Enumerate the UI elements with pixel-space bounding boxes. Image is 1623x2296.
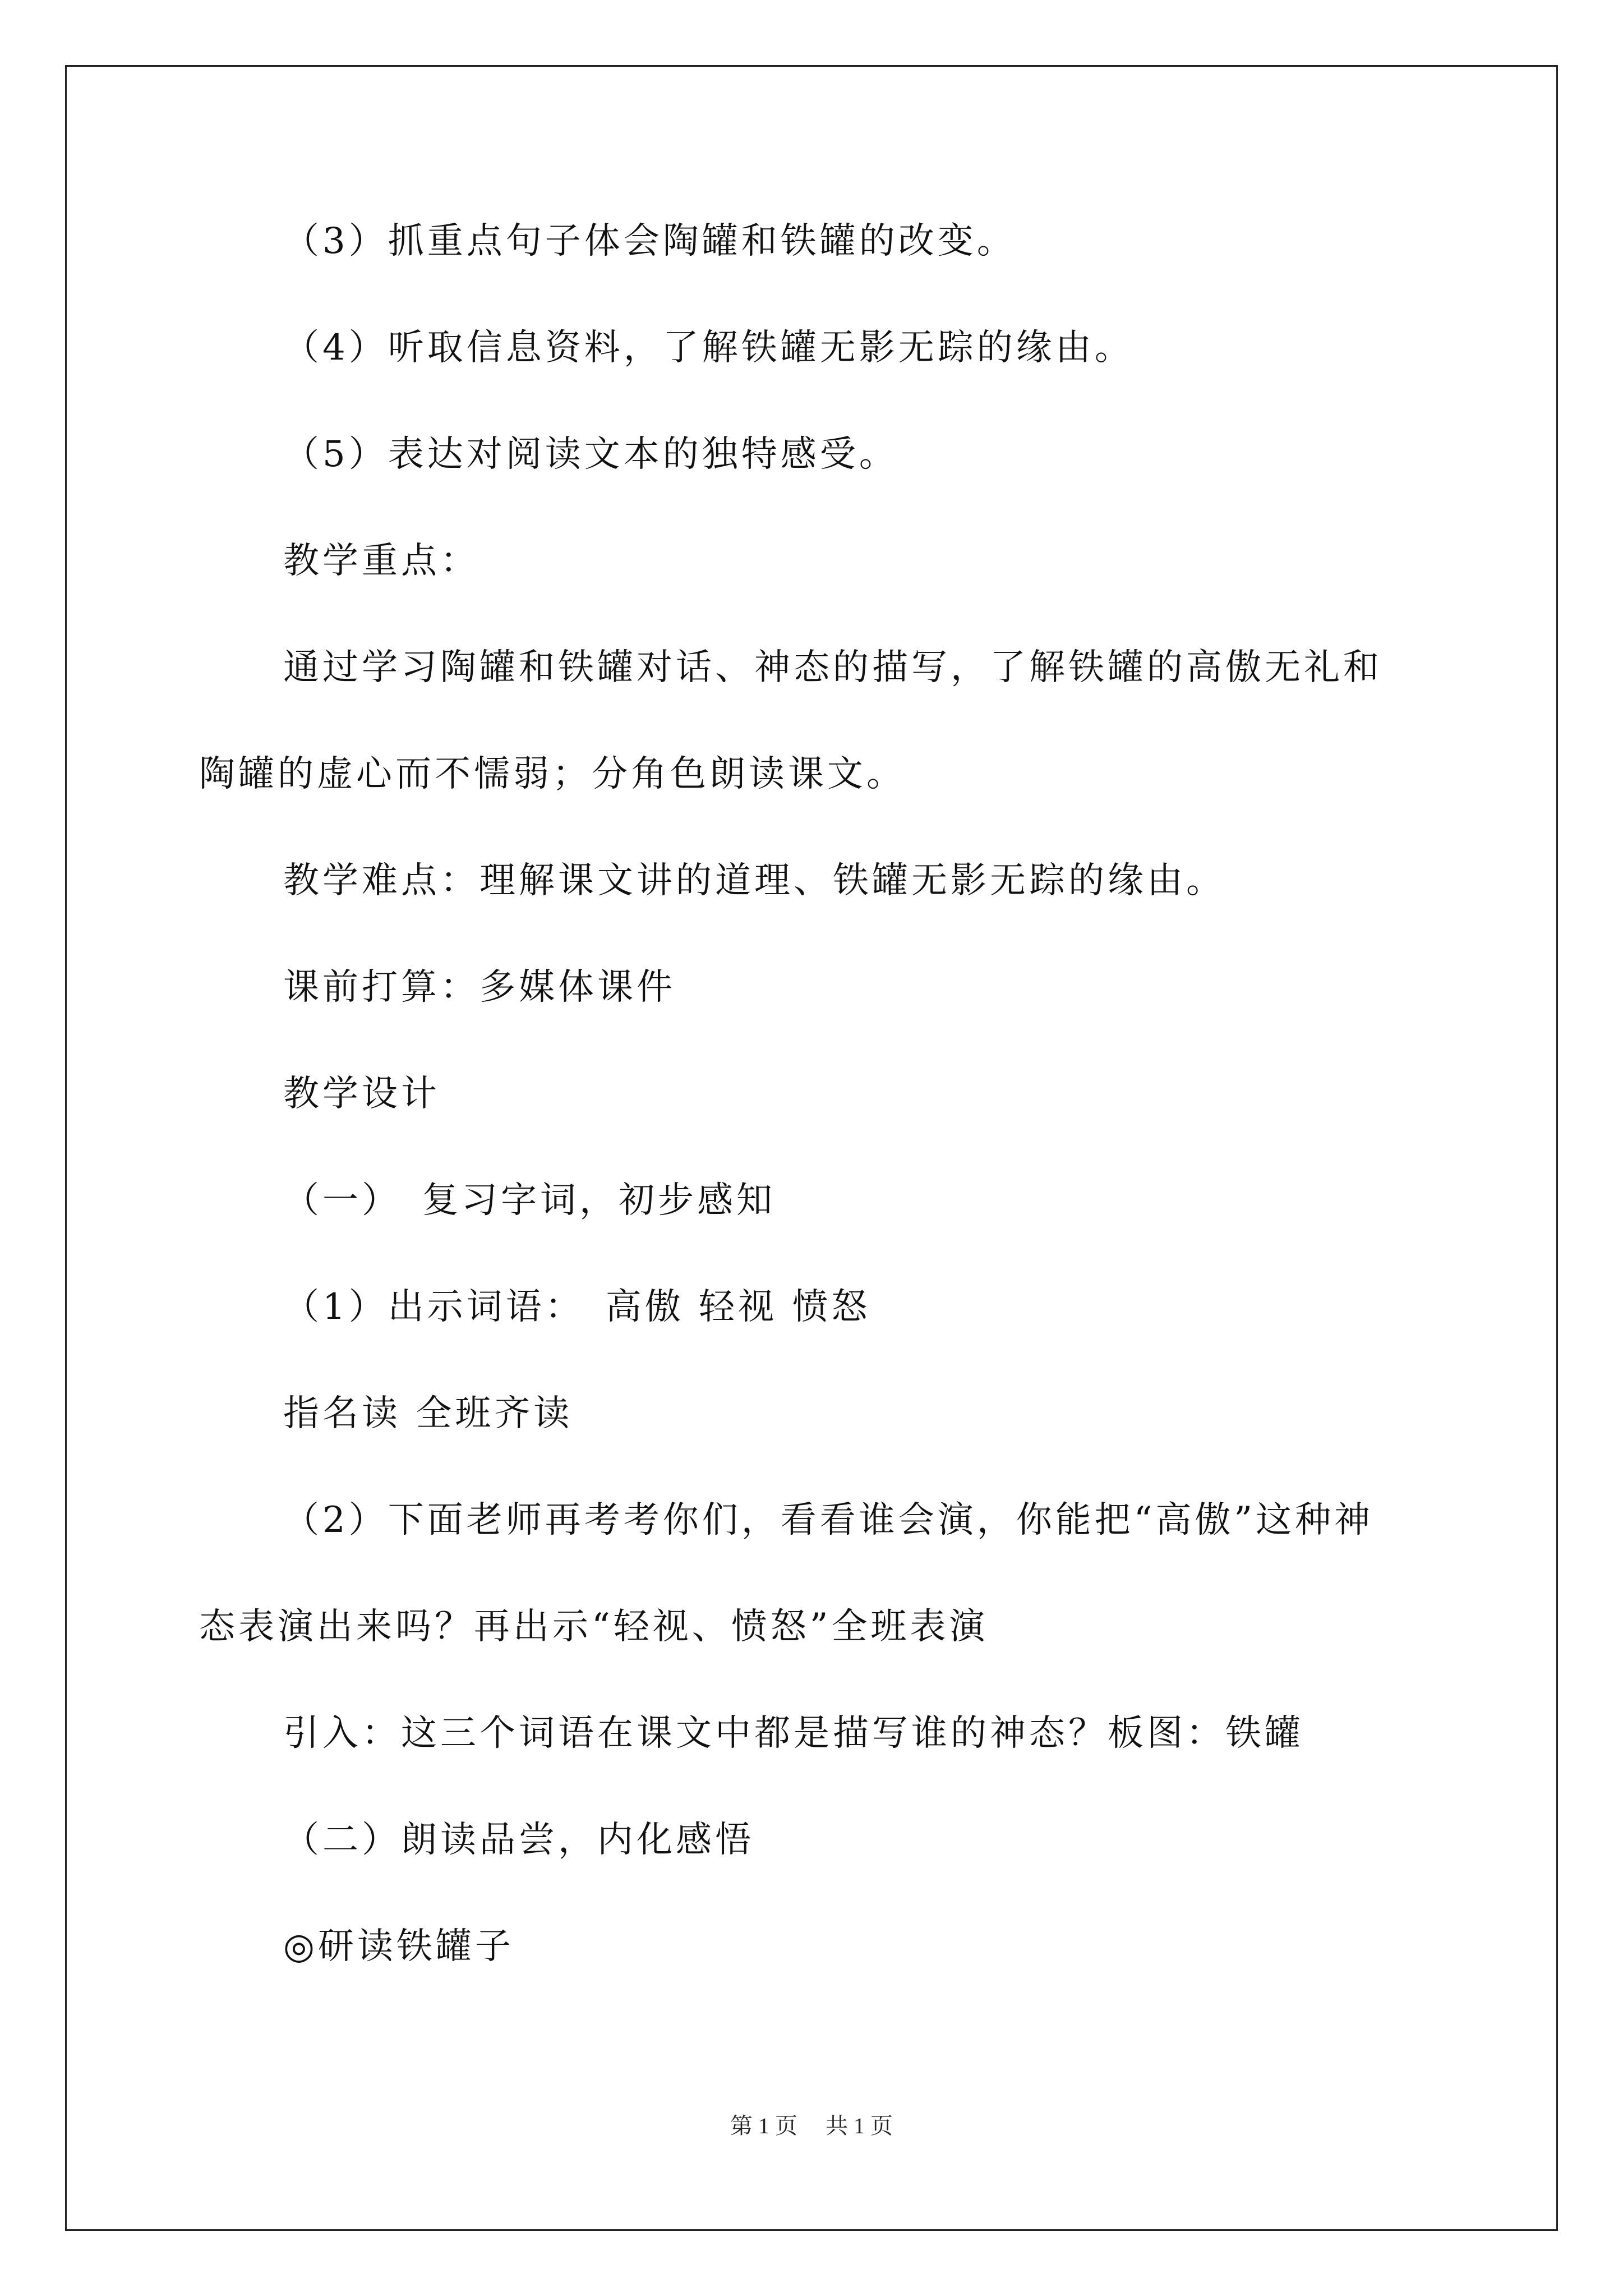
teaching-difficulty: 教学难点：理解课文讲的道理、铁罐无影无踪的缘由。 [283, 860, 1225, 901]
teaching-design-heading: 教学设计 [283, 1073, 440, 1115]
page-number: 第 1 页 共 1 页 [730, 2113, 893, 2138]
study-iron-pot: ◎研读铁罐子 [283, 1926, 514, 1967]
step-2-line-1: （2）下面老师再考考你们，看看谁会演，你能把“高傲”这种神 [283, 1499, 1374, 1541]
objective-5: （5）表达对阅读文本的独特感受。 [283, 434, 898, 475]
teaching-focus-text-line-1: 通过学习陶罐和铁罐对话、神态的描写，了解铁罐的高傲无礼和 [283, 647, 1382, 688]
section-1-heading: （一） 复习字词，初步感知 [283, 1180, 776, 1221]
teaching-focus-text-line-2: 陶罐的虚心而不懦弱；分角色朗读课文。 [199, 753, 906, 795]
page-border [65, 65, 1558, 2231]
objective-3: （3）抓重点句子体会陶罐和铁罐的改变。 [283, 220, 1016, 262]
introduction-question: 引入：这三个词语在课文中都是描写谁的神态？板图：铁罐 [283, 1713, 1304, 1754]
step-2-line-2: 态表演出来吗？再出示“轻视、愤怒”全班表演 [199, 1606, 989, 1648]
reading-instruction: 指名读 全班齐读 [283, 1393, 573, 1434]
teaching-focus-heading: 教学重点： [283, 540, 479, 582]
section-2-heading: （二）朗读品尝，内化感悟 [283, 1819, 754, 1861]
step-1-words: （1）出示词语： 高傲 轻视 愤怒 [283, 1286, 871, 1328]
objective-4: （4）听取信息资料，了解铁罐无影无踪的缘由。 [283, 327, 1134, 369]
preparation: 课前打算：多媒体课件 [283, 967, 676, 1008]
